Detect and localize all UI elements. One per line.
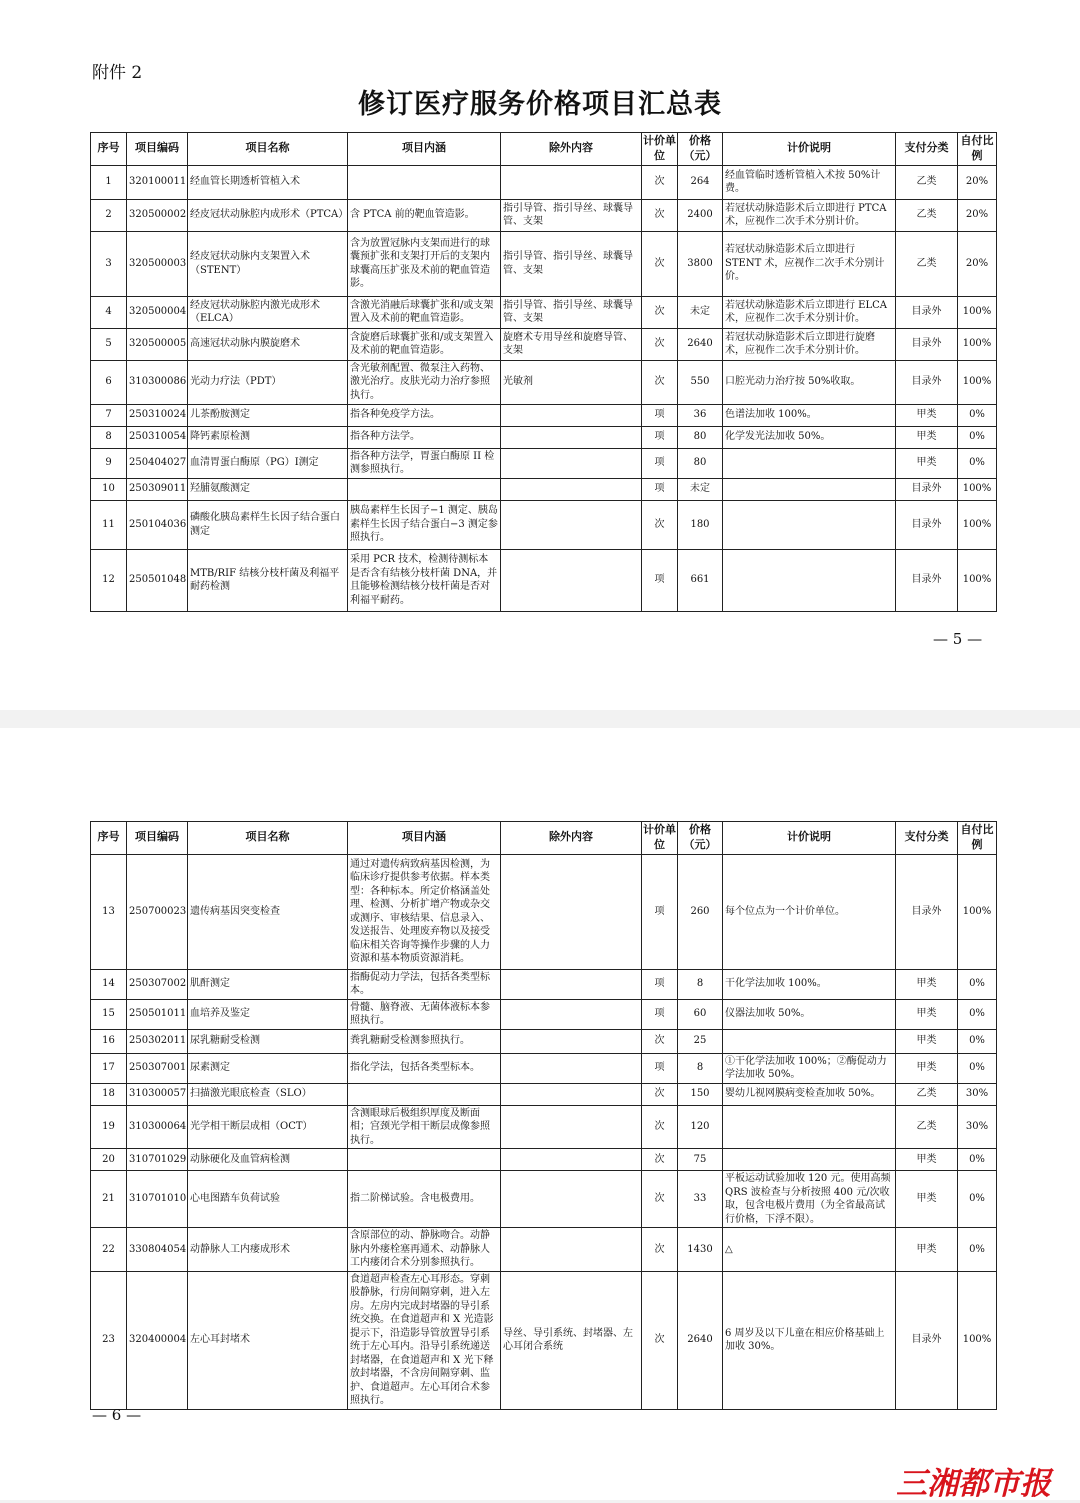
cell-excluded-content (501, 1029, 642, 1053)
cell-row-number: 20 (91, 1149, 127, 1171)
cell-item-content: 含原部位的动、静脉吻合。动静脉内外瘘栓塞再通术、动静脉人工内瘘闭合术分别参照执行。 (348, 1228, 501, 1272)
cell-price: 150 (678, 1083, 723, 1105)
cell-row-number: 15 (91, 999, 127, 1029)
cell-item-code: 310300086 (127, 360, 188, 404)
column-header-payment-category: 支付分类 (896, 133, 958, 166)
cell-billing-unit: 次 (642, 1029, 678, 1053)
cell-payment-category: 目录外 (896, 1271, 958, 1409)
cell-item-code: 310300064 (127, 1105, 188, 1149)
cell-billing-notes (723, 549, 896, 611)
page-number: — 5 — (933, 630, 983, 648)
cell-item-content: 指各种方法学，胃蛋白酶原 II 检测参照执行。 (348, 448, 501, 478)
cell-row-number: 23 (91, 1271, 127, 1409)
column-header-item-code: 项目编码 (127, 133, 188, 166)
cell-row-number: 18 (91, 1083, 127, 1105)
cell-row-number: 6 (91, 360, 127, 404)
cell-copay-ratio: 100% (958, 478, 997, 500)
cell-copay-ratio: 100% (958, 296, 997, 328)
column-header-item-name: 项目名称 (188, 133, 348, 166)
cell-billing-unit: 项 (642, 1053, 678, 1083)
cell-billing-notes: 化学发光法加收 50%。 (723, 426, 896, 448)
cell-item-code: 310701010 (127, 1171, 188, 1228)
cell-price: 260 (678, 854, 723, 969)
cell-payment-category: 甲类 (896, 404, 958, 426)
cell-billing-unit: 项 (642, 854, 678, 969)
cell-item-code: 250700023 (127, 854, 188, 969)
cell-copay-ratio: 100% (958, 1271, 997, 1409)
cell-item-content: 食道超声检查左心耳形态。穿刺股静脉，行房间隔穿刺，进入左房。左房内完成封堵器的导引系统交换。在食道超声和 X 光造影提示下，沿造影导管放置导引系统于左心耳内。沿导引系统递送封堵器，在食道超声和 X 光下释放封堵器，不含房间隔穿刺、监护、食道超声。左心耳闭合术参照执行。 (348, 1271, 501, 1409)
column-header-item-code: 项目编码 (127, 822, 188, 855)
cell-payment-category: 甲类 (896, 1029, 958, 1053)
cell-billing-unit: 项 (642, 549, 678, 611)
table-header-row (91, 133, 997, 166)
cell-copay-ratio: 0% (958, 999, 997, 1029)
cell-billing-notes (723, 500, 896, 549)
cell-price: 120 (678, 1105, 723, 1149)
cell-billing-notes: 仪器法加收 50%。 (723, 999, 896, 1029)
cell-payment-category: 目录外 (896, 549, 958, 611)
cell-excluded-content (501, 549, 642, 611)
column-header-price: 价格（元） (678, 822, 723, 855)
cell-row-number: 5 (91, 328, 127, 360)
table-row (91, 1228, 997, 1272)
document-page-6 (0, 728, 1080, 1500)
column-header-item-content: 项目内涵 (348, 133, 501, 166)
cell-item-name: 光动力疗法（PDT） (188, 360, 348, 404)
cell-billing-unit: 次 (642, 360, 678, 404)
column-header-copay-ratio: 自付比例 (958, 822, 997, 855)
table-row (91, 1083, 997, 1105)
cell-item-code: 320500004 (127, 296, 188, 328)
cell-billing-notes: 色谱法加收 100%。 (723, 404, 896, 426)
cell-excluded-content (501, 969, 642, 999)
cell-billing-unit: 次 (642, 1149, 678, 1171)
table-row (91, 1105, 997, 1149)
document-page-5 (0, 0, 1080, 710)
cell-row-number: 1 (91, 165, 127, 199)
cell-billing-notes (723, 1149, 896, 1171)
cell-row-number: 9 (91, 448, 127, 478)
cell-copay-ratio: 0% (958, 448, 997, 478)
cell-item-content: 骨髓、脑脊液、无菌体液标本参照执行。 (348, 999, 501, 1029)
cell-copay-ratio: 100% (958, 500, 997, 549)
column-header-billing-unit: 计价单位 (642, 133, 678, 166)
table-row (91, 854, 997, 969)
newspaper-watermark: 三湘都市报 (896, 1466, 1051, 1502)
cell-copay-ratio: 0% (958, 969, 997, 999)
table-row (91, 969, 997, 999)
cell-item-name: 磷酸化胰岛素样生长因子结合蛋白测定 (188, 500, 348, 549)
cell-excluded-content (501, 404, 642, 426)
cell-price: 661 (678, 549, 723, 611)
cell-excluded-content (501, 1149, 642, 1171)
cell-billing-unit: 次 (642, 1171, 678, 1228)
table-row (91, 999, 997, 1029)
cell-item-name: 经血管长期透析管植入术 (188, 165, 348, 199)
cell-payment-category: 目录外 (896, 328, 958, 360)
column-header-item-content: 项目内涵 (348, 822, 501, 855)
table-row (91, 296, 997, 328)
cell-price: 2640 (678, 1271, 723, 1409)
cell-item-content: 含光敏剂配置、微泵注入药物、激光治疗。皮肤光动力治疗参照执行。 (348, 360, 501, 404)
table-row (91, 549, 997, 611)
cell-item-name: 儿茶酚胺测定 (188, 404, 348, 426)
table-header-row (91, 822, 997, 855)
cell-item-content: 含测眼球后极组织厚度及断面相；宫颈光学相干断层成像参照执行。 (348, 1105, 501, 1149)
cell-billing-unit: 次 (642, 1083, 678, 1105)
cell-payment-category: 乙类 (896, 231, 958, 296)
cell-billing-notes (723, 1029, 896, 1053)
cell-copay-ratio: 30% (958, 1105, 997, 1149)
table-row (91, 426, 997, 448)
cell-copay-ratio: 0% (958, 1171, 997, 1228)
column-header-item-name: 项目名称 (188, 822, 348, 855)
cell-item-content: 含 PTCA 前的靶血管造影。 (348, 199, 501, 231)
cell-item-code: 320500003 (127, 231, 188, 296)
table-row (91, 478, 997, 500)
cell-copay-ratio: 100% (958, 360, 997, 404)
cell-item-content: 采用 PCR 技术，检测待测标本是否含有结核分枝杆菌 DNA，并且能够检测结核分枝杆菌是否对利福平耐药。 (348, 549, 501, 611)
cell-payment-category: 甲类 (896, 1228, 958, 1272)
cell-row-number: 11 (91, 500, 127, 549)
cell-item-name: 羟脯氨酸测定 (188, 478, 348, 500)
cell-item-code: 320100011 (127, 165, 188, 199)
cell-copay-ratio: 0% (958, 1053, 997, 1083)
cell-excluded-content: 旋磨术专用导丝和旋磨导管、支架 (501, 328, 642, 360)
table-row (91, 231, 997, 296)
cell-excluded-content (501, 1105, 642, 1149)
cell-item-name: 血培养及鉴定 (188, 999, 348, 1029)
cell-billing-notes: 经血管临时透析管植入术按 50%计费。 (723, 165, 896, 199)
cell-billing-unit: 次 (642, 328, 678, 360)
cell-row-number: 22 (91, 1228, 127, 1272)
cell-billing-notes: ①干化学法加收 100%；②酶促动力学法加收 50%。 (723, 1053, 896, 1083)
table-row (91, 1149, 997, 1171)
cell-item-code: 250307002 (127, 969, 188, 999)
cell-payment-category: 目录外 (896, 360, 958, 404)
cell-item-name: 血清胃蛋白酶原（PG）Ⅰ测定 (188, 448, 348, 478)
cell-row-number: 4 (91, 296, 127, 328)
cell-excluded-content (501, 854, 642, 969)
table-row (91, 1053, 997, 1083)
cell-payment-category: 目录外 (896, 854, 958, 969)
cell-billing-notes: 婴幼儿视网膜病变检查加收 50%。 (723, 1083, 896, 1105)
cell-price: 8 (678, 969, 723, 999)
cell-price: 3800 (678, 231, 723, 296)
cell-copay-ratio: 0% (958, 1149, 997, 1171)
cell-item-name: 动静脉人工内瘘成形术 (188, 1228, 348, 1272)
cell-row-number: 3 (91, 231, 127, 296)
price-table-page-5 (90, 132, 997, 612)
cell-row-number: 19 (91, 1105, 127, 1149)
attachment-label: 附件 2 (92, 63, 143, 83)
cell-item-code: 320500002 (127, 199, 188, 231)
column-header-copay-ratio: 自付比例 (958, 133, 997, 166)
cell-excluded-content (501, 1228, 642, 1272)
cell-item-code: 250104036 (127, 500, 188, 549)
cell-item-content: 胰岛素样生长因子−1 测定、胰岛素样生长因子结合蛋白−3 测定参照执行。 (348, 500, 501, 549)
cell-item-code: 320500005 (127, 328, 188, 360)
cell-item-name: 尿乳糖耐受检测 (188, 1029, 348, 1053)
cell-row-number: 7 (91, 404, 127, 426)
cell-payment-category: 甲类 (896, 1171, 958, 1228)
cell-item-content: 粪乳糖耐受检测参照执行。 (348, 1029, 501, 1053)
cell-item-code: 250501048 (127, 549, 188, 611)
cell-row-number: 8 (91, 426, 127, 448)
table-row (91, 1171, 997, 1228)
cell-copay-ratio: 0% (958, 426, 997, 448)
cell-item-code: 310300057 (127, 1083, 188, 1105)
column-header-price: 价格（元） (678, 133, 723, 166)
table-row (91, 328, 997, 360)
cell-price: 未定 (678, 478, 723, 500)
cell-billing-unit: 次 (642, 1105, 678, 1149)
cell-billing-notes: 口腔光动力治疗按 50%收取。 (723, 360, 896, 404)
cell-price: 75 (678, 1149, 723, 1171)
cell-price: 25 (678, 1029, 723, 1053)
cell-price: 33 (678, 1171, 723, 1228)
cell-billing-unit: 项 (642, 426, 678, 448)
cell-excluded-content (501, 448, 642, 478)
cell-item-name: 左心耳封堵术 (188, 1271, 348, 1409)
cell-item-code: 250302011 (127, 1029, 188, 1053)
cell-excluded-content (501, 165, 642, 199)
cell-row-number: 12 (91, 549, 127, 611)
cell-item-name: 经皮冠状动脉腔内激光成形术（ELCA） (188, 296, 348, 328)
cell-payment-category: 目录外 (896, 500, 958, 549)
cell-copay-ratio: 20% (958, 231, 997, 296)
cell-item-name: MTB/RIF 结核分枝杆菌及利福平耐药检测 (188, 549, 348, 611)
cell-price: 80 (678, 426, 723, 448)
cell-row-number: 13 (91, 854, 127, 969)
cell-price: 36 (678, 404, 723, 426)
cell-payment-category: 甲类 (896, 448, 958, 478)
cell-excluded-content: 指引导管、指引导丝、球囊导管、支架 (501, 231, 642, 296)
cell-price: 60 (678, 999, 723, 1029)
cell-billing-notes: 6 周岁及以下儿童在相应价格基础上加收 30%。 (723, 1271, 896, 1409)
cell-billing-notes: 若冠状动脉造影术后立即进行 STENT 术，应视作二次手术分别计价。 (723, 231, 896, 296)
cell-item-name: 高速冠状动脉内膜旋磨术 (188, 328, 348, 360)
cell-billing-unit: 次 (642, 1271, 678, 1409)
cell-item-code: 250309011 (127, 478, 188, 500)
cell-item-name: 降钙素原检测 (188, 426, 348, 448)
cell-billing-unit: 次 (642, 199, 678, 231)
cell-billing-notes (723, 448, 896, 478)
cell-billing-unit: 项 (642, 478, 678, 500)
cell-item-name: 动脉硬化及血管病检测 (188, 1149, 348, 1171)
cell-billing-notes: 若冠状动脉造影术后立即进行旋磨术，应视作二次手术分别计价。 (723, 328, 896, 360)
cell-copay-ratio: 20% (958, 165, 997, 199)
cell-payment-category: 甲类 (896, 1053, 958, 1083)
cell-billing-unit: 项 (642, 969, 678, 999)
cell-item-content: 含为放置冠脉内支架而进行的球囊预扩张和支架打开后的支架内球囊高压扩张及术前的靶血管造影。 (348, 231, 501, 296)
cell-item-name: 经皮冠状动脉腔内成形术（PTCA） (188, 199, 348, 231)
cell-copay-ratio: 100% (958, 854, 997, 969)
cell-copay-ratio: 0% (958, 1029, 997, 1053)
cell-excluded-content (501, 1053, 642, 1083)
cell-payment-category: 甲类 (896, 969, 958, 999)
cell-price: 8 (678, 1053, 723, 1083)
cell-excluded-content (501, 1083, 642, 1105)
cell-price: 2640 (678, 328, 723, 360)
cell-item-content: 指各种方法学。 (348, 426, 501, 448)
cell-item-content: 含激光消融后球囊扩张和/或支架置入及术前的靶血管造影。 (348, 296, 501, 328)
cell-copay-ratio: 30% (958, 1083, 997, 1105)
cell-item-code: 310701029 (127, 1149, 188, 1171)
cell-item-name: 肌酐测定 (188, 969, 348, 999)
cell-excluded-content: 指引导管、指引导丝、球囊导管、支架 (501, 296, 642, 328)
cell-item-content: 指各种免疫学方法。 (348, 404, 501, 426)
cell-price: 264 (678, 165, 723, 199)
cell-payment-category: 乙类 (896, 165, 958, 199)
cell-item-name: 心电图踏车负荷试验 (188, 1171, 348, 1228)
cell-billing-notes: 干化学法加收 100%。 (723, 969, 896, 999)
cell-item-content (348, 165, 501, 199)
column-header-billing-notes: 计价说明 (723, 133, 896, 166)
cell-excluded-content (501, 999, 642, 1029)
cell-excluded-content (501, 478, 642, 500)
cell-price: 180 (678, 500, 723, 549)
cell-row-number: 17 (91, 1053, 127, 1083)
cell-item-code: 250310054 (127, 426, 188, 448)
cell-item-content (348, 478, 501, 500)
cell-billing-unit: 次 (642, 500, 678, 549)
cell-billing-notes: 每个位点为一个计价单位。 (723, 854, 896, 969)
cell-copay-ratio: 0% (958, 404, 997, 426)
cell-item-content: 指酶促动力学法，包括各类型标本。 (348, 969, 501, 999)
table-row (91, 1271, 997, 1409)
cell-item-code: 250307001 (127, 1053, 188, 1083)
cell-item-name: 尿素测定 (188, 1053, 348, 1083)
cell-row-number: 2 (91, 199, 127, 231)
cell-row-number: 16 (91, 1029, 127, 1053)
cell-copay-ratio: 100% (958, 549, 997, 611)
cell-billing-unit: 项 (642, 448, 678, 478)
cell-row-number: 10 (91, 478, 127, 500)
cell-excluded-content: 指引导管、指引导丝、球囊导管、支架 (501, 199, 642, 231)
cell-excluded-content: 光敏剂 (501, 360, 642, 404)
cell-copay-ratio: 20% (958, 199, 997, 231)
price-table-page-6 (90, 821, 997, 1410)
cell-billing-notes: 若冠状动脉造影术后立即进行 PTCA 术，应视作二次手术分别计价。 (723, 199, 896, 231)
cell-payment-category: 目录外 (896, 478, 958, 500)
table-row (91, 404, 997, 426)
cell-item-code: 320400004 (127, 1271, 188, 1409)
cell-billing-unit: 次 (642, 296, 678, 328)
cell-payment-category: 目录外 (896, 296, 958, 328)
column-header-excluded-content: 除外内容 (501, 822, 642, 855)
cell-payment-category: 甲类 (896, 426, 958, 448)
cell-billing-unit: 项 (642, 404, 678, 426)
column-header-billing-notes: 计价说明 (723, 822, 896, 855)
cell-price: 2400 (678, 199, 723, 231)
table-row (91, 1029, 997, 1053)
cell-item-content: 指化学法，包括各类型标本。 (348, 1053, 501, 1083)
cell-item-code: 250310024 (127, 404, 188, 426)
cell-payment-category: 乙类 (896, 199, 958, 231)
cell-price: 550 (678, 360, 723, 404)
cell-price: 80 (678, 448, 723, 478)
cell-excluded-content (501, 1171, 642, 1228)
cell-billing-unit: 次 (642, 165, 678, 199)
column-header-row-number: 序号 (91, 822, 127, 855)
cell-item-name: 光学相干断层成相（OCT） (188, 1105, 348, 1149)
table-row (91, 199, 997, 231)
column-header-row-number: 序号 (91, 133, 127, 166)
cell-billing-notes: △ (723, 1228, 896, 1272)
cell-price: 1430 (678, 1228, 723, 1272)
cell-excluded-content (501, 500, 642, 549)
cell-item-content (348, 1083, 501, 1105)
column-header-excluded-content: 除外内容 (501, 133, 642, 166)
cell-item-code: 250404027 (127, 448, 188, 478)
cell-excluded-content: 导丝、导引系统、封堵器、左心耳闭合系统 (501, 1271, 642, 1409)
cell-billing-notes: 平板运动试验加收 120 元。使用高频 QRS 波检查与分析按照 400 元/次收取，包含电极片费用（为全省最高试行价格，下浮不限）。 (723, 1171, 896, 1228)
cell-item-name: 经皮冠状动脉内支架置入术（STENT） (188, 231, 348, 296)
cell-payment-category: 甲类 (896, 1149, 958, 1171)
cell-price: 未定 (678, 296, 723, 328)
document-title: 修订医疗服务价格项目汇总表 (358, 89, 722, 120)
table-row (91, 360, 997, 404)
cell-billing-unit: 项 (642, 999, 678, 1029)
cell-item-content: 指二阶梯试验。含电极费用。 (348, 1171, 501, 1228)
table-row (91, 500, 997, 549)
cell-billing-unit: 次 (642, 1228, 678, 1272)
cell-payment-category: 乙类 (896, 1105, 958, 1149)
cell-billing-unit: 次 (642, 231, 678, 296)
cell-item-code: 250501011 (127, 999, 188, 1029)
cell-row-number: 21 (91, 1171, 127, 1228)
cell-billing-notes: 若冠状动脉造影术后立即进行 ELCA 术，应视作二次手术分别计价。 (723, 296, 896, 328)
cell-excluded-content (501, 426, 642, 448)
cell-item-content: 通过对遗传病致病基因检测，为临床诊疗提供参考依据。样本类型：各种标本。所定价格涵盖处理、检测、分析扩增产物或杂交或测序、审核结果、信息录入、发送报告、处理废弃物以及接受临床相关咨询等操作步骤的人力资源和基本物质资源消耗。 (348, 854, 501, 969)
column-header-payment-category: 支付分类 (896, 822, 958, 855)
cell-item-code: 330804054 (127, 1228, 188, 1272)
cell-item-content (348, 1149, 501, 1171)
table-row (91, 165, 997, 199)
cell-item-content: 含旋磨后球囊扩张和/或支架置入及术前的靶血管造影。 (348, 328, 501, 360)
page-number: — 6 — (92, 1406, 142, 1424)
cell-payment-category: 甲类 (896, 999, 958, 1029)
cell-item-name: 遗传病基因突变检查 (188, 854, 348, 969)
column-header-billing-unit: 计价单位 (642, 822, 678, 855)
cell-payment-category: 乙类 (896, 1083, 958, 1105)
table-row (91, 448, 997, 478)
cell-copay-ratio: 100% (958, 328, 997, 360)
cell-copay-ratio: 0% (958, 1228, 997, 1272)
cell-billing-notes (723, 1105, 896, 1149)
cell-billing-notes (723, 478, 896, 500)
cell-item-name: 扫描激光眼底检查（SLO） (188, 1083, 348, 1105)
cell-row-number: 14 (91, 969, 127, 999)
